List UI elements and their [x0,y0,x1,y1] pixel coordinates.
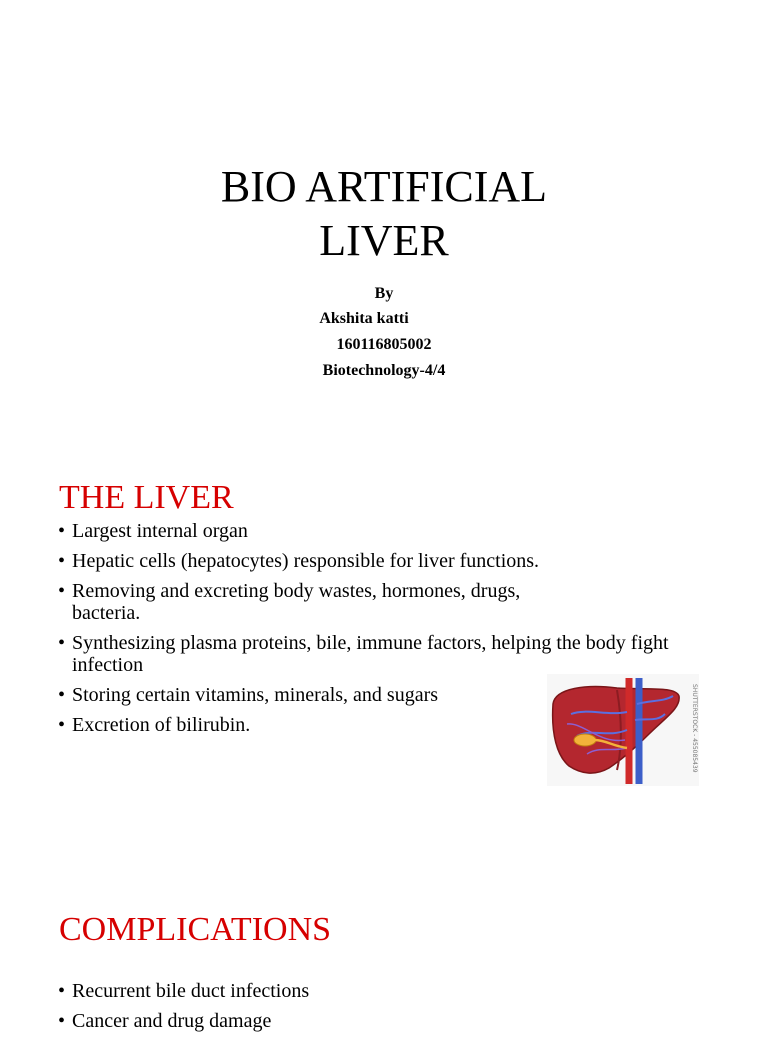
liver-drawing [547,674,687,786]
list-item: • Recurrent bile duct infections [58,980,708,1002]
list-item: • Largest internal organ [58,520,708,542]
title-block [0,160,768,268]
roll-number: 160116805002 [336,336,432,353]
image-watermark: SHUTTERSTOCK - 455085439 [691,684,698,773]
list-item: • Hepatic cells (hepatocytes) responsible for liver functions. [58,550,708,572]
title-line-2: LIVER [319,216,449,265]
liver-section-heading: THE LIVER [59,479,234,516]
author-name: Akshita katti [319,310,409,327]
list-item: • Synthesizing plasma proteins, bile, immune factors, helping the body fight infection [58,632,708,676]
by-label: By [374,285,394,302]
list-item: • Removing and excreting body wastes, hormones, drugs, bacteria. [58,580,572,624]
course-label: Biotechnology-4/4 [322,362,446,379]
complications-bullet-list [58,980,708,1040]
list-item: • Excretion of bilirubin. [58,714,708,736]
list-item: • Storing certain vitamins, minerals, and sugars [58,684,708,706]
liver-illustration [547,674,699,786]
complications-section-heading: COMPLICATIONS [59,911,332,948]
title-line-1: BIO ARTIFICIAL [220,162,548,211]
list-item: • Cancer and drug damage [58,1010,708,1032]
